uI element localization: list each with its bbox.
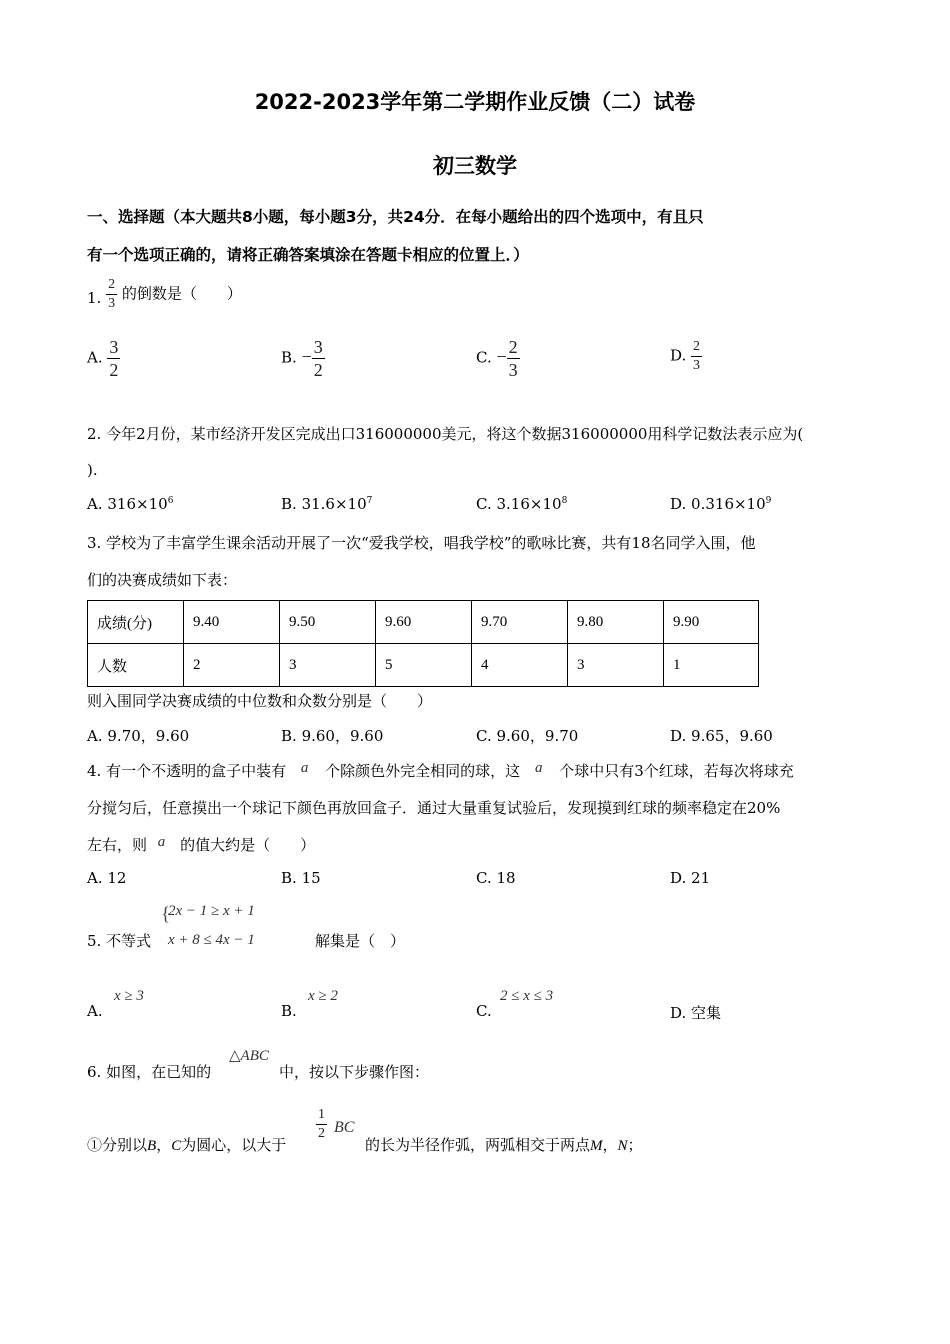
table-row <box>88 644 759 687</box>
question-1 <box>87 278 242 311</box>
q1-option-c[interactable]: C. − $\frac{2}{3}$ <box>476 337 518 380</box>
table-cell: 3 <box>280 644 376 687</box>
table-cell: 9.40 <box>184 601 280 644</box>
q2-option-a[interactable]: A. $316\times 10^6$ <box>87 495 174 513</box>
table-cell: 9.50 <box>280 601 376 644</box>
q4-option-c[interactable]: C. 18 <box>476 869 516 887</box>
subject-title: 初三数学 <box>433 154 517 178</box>
q3-line1: 3. 学校为了丰富学生课余活动开展了一次“爱我学校，唱我学校”的歌咏比赛，共有18名同学入围，他 <box>87 534 756 552</box>
q5-option-b-label[interactable]: B. <box>281 1002 297 1020</box>
section-header-line1: 一、选择题（本大题共8小题，每小题3分，共24分．在每小题给出的四个选项中，有且只 <box>87 208 704 226</box>
q5-option-a[interactable]: x ≥ 3 <box>114 988 144 1004</box>
half-fraction: $\frac{1}{2}$ <box>318 1107 325 1141</box>
table-cell: 成绩(分) <box>88 601 184 644</box>
table-cell: 5 <box>376 644 472 687</box>
q4-option-a[interactable]: A. 12 <box>87 869 127 887</box>
table-cell: 3 <box>568 644 664 687</box>
q2-option-b[interactable]: B. $31.6\times 10^7$ <box>281 495 373 513</box>
q2-option-d[interactable]: D. $0.316\times 10^9$ <box>670 495 772 513</box>
variable-a: a <box>157 834 166 850</box>
q5-inequality-1: 2x − 1 ≥ x + 1 <box>168 903 255 919</box>
table-cell: 4 <box>472 644 568 687</box>
q5-stem-a: 5. 不等式 <box>87 932 152 950</box>
q6-step1-start: ①分别以B，C为圆心，以大于 <box>87 1136 287 1154</box>
q1-option-b[interactable]: B. − $\frac{3}{2}$ <box>281 337 323 380</box>
q5-option-c-label[interactable]: C. <box>476 1002 492 1020</box>
q4-line3: 左右，则 a 的值大约是（ ） <box>87 834 316 854</box>
table-cell: 9.80 <box>568 601 664 644</box>
q1-number: 1. <box>87 289 102 307</box>
q3-question: 则入围同学决赛成绩的中位数和众数分别是（ ） <box>87 692 433 710</box>
q5-inequality-2: x + 8 ≤ 4x − 1 <box>168 932 255 948</box>
variable-a: a <box>534 760 543 776</box>
q3-option-a[interactable]: A. 9.70，9.60 <box>87 727 190 745</box>
q2-line2: ). <box>87 461 98 479</box>
q2-option-c[interactable]: C. $3.16\times 10^8$ <box>476 495 568 513</box>
table-cell: 1 <box>664 644 759 687</box>
table-row <box>88 601 759 644</box>
q1-fraction: $\frac{2}{3}$ <box>108 277 116 311</box>
variable-a: a <box>300 760 309 776</box>
q5-stem-b: 解集是（ ） <box>315 932 406 950</box>
q3-option-c[interactable]: C. 9.60，9.70 <box>476 727 579 745</box>
q5-option-a-label[interactable]: A. <box>87 1002 103 1020</box>
q3-option-b[interactable]: B. 9.60，9.60 <box>281 727 384 745</box>
q3-line2: 们的决赛成绩如下表： <box>87 571 238 589</box>
q5-option-b[interactable]: x ≥ 2 <box>308 988 338 1004</box>
q6-stem-a: 6. 如图，在已知的 <box>87 1063 212 1081</box>
q5-option-d[interactable]: D. 空集 <box>670 1004 722 1022</box>
q6-stem-b: 中，按以下步骤作图： <box>279 1063 430 1081</box>
q4-option-b[interactable]: B. 15 <box>281 869 321 887</box>
q1-stem: 的倒数是（ ） <box>121 284 242 303</box>
q1-option-a[interactable]: A. $\frac{3}{2}$ <box>87 337 119 380</box>
table-cell: 9.60 <box>376 601 472 644</box>
q3-option-d[interactable]: D. 9.65，9.60 <box>670 727 773 745</box>
table-cell: 人数 <box>88 644 184 687</box>
q6-step1-end: 的长为半径作弧，两弧相交于两点M，N； <box>365 1136 643 1154</box>
exam-title: 2022-2023学年第二学期作业反馈（二）试卷 <box>254 90 696 114</box>
triangle-abc: △ABC <box>229 1048 269 1064</box>
q4-line2: 分搅匀后，任意摸出一个球记下颜色再放回盒子．通过大量重复试验后，发现摸到红球的频率稳定在20% <box>87 799 781 817</box>
segment-bc: BC <box>334 1119 355 1136</box>
q4-line1: 4. 有一个不透明的盒子中装有 a 个除颜色外完全相同的球，这 a 个球中只有3个红球，若每次将球充 <box>87 760 794 780</box>
score-table <box>87 600 759 687</box>
q1-option-d[interactable]: D. $\frac{2}{3}$ <box>670 339 701 373</box>
table-cell: 9.70 <box>472 601 568 644</box>
q2-line1: 2. 今年2月份，某市经济开发区完成出口316000000美元，将这个数据316000000用科学记数法表示应为( <box>87 425 804 443</box>
section-header-line2: 有一个选项正确的，请将正确答案填涂在答题卡相应的位置上．） <box>87 246 529 264</box>
q5-option-c[interactable]: 2 ≤ x ≤ 3 <box>500 988 554 1004</box>
table-cell: 2 <box>184 644 280 687</box>
brace-icon: { <box>161 904 171 925</box>
table-cell: 9.90 <box>664 601 759 644</box>
q4-option-d[interactable]: D. 21 <box>670 869 711 887</box>
